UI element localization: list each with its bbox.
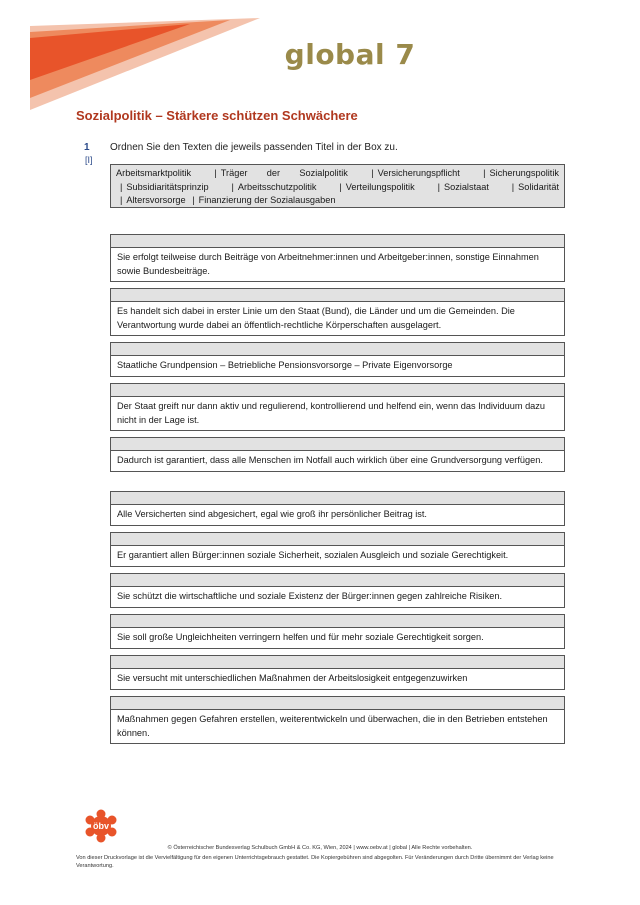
term-separator: | bbox=[437, 181, 440, 192]
footer-note: Von dieser Druckvorlage ist die Vervielfältigung für den eigenen Unterrichtsgebrauch gestattet. Die Kopiergebühren sind abgegolten. Für Veränderungen durch Dritte übernimmt der Verlag keine Verantwortung. bbox=[76, 855, 554, 869]
term-separator: | bbox=[120, 181, 123, 192]
term-item: Träger der Sozialpolitik bbox=[220, 168, 348, 178]
term-separator: | bbox=[231, 181, 234, 192]
page-title: Sozialpolitik – Stärkere schützen Schwächere bbox=[76, 108, 358, 123]
item-text: Dadurch ist garantiert, dass alle Menschen im Notfall auch wirklich über eine Grundversorgung verfügen. bbox=[111, 451, 564, 471]
item-text: Er garantiert allen Bürger:innen soziale Sicherheit, sozialen Ausgleich und soziale Gerechtigkeit. bbox=[111, 546, 564, 566]
title-answer-field[interactable] bbox=[111, 697, 564, 710]
item-text: Sie soll große Ungleichheiten verringern helfen und für mehr soziale Gerechtigkeit sorgen. bbox=[111, 628, 564, 648]
term-separator: | bbox=[192, 195, 195, 205]
term-separator: | bbox=[371, 168, 374, 178]
task-instruction: Ordnen Sie den Texten die jeweils passenden Titel in der Box zu. bbox=[110, 142, 398, 153]
footer-copyright: © Österreichischer Bundesverlag Schulbuch GmbH & Co. KG, Wien, 2024 | www.oebv.at | global | Alle Rechte vorbehalten. bbox=[167, 845, 473, 851]
term-item: Solidarität bbox=[518, 181, 560, 192]
item-text: Der Staat greift nur dann aktiv und regulierend, kontrollierend und helfend ein, wenn das Individuum dazu nicht in der Lage ist. bbox=[111, 397, 564, 430]
assignment-item bbox=[110, 614, 565, 649]
item-text: Sie versucht mit unterschiedlichen Maßnahmen der Arbeitslosigkeit entgegenzuwirken bbox=[111, 669, 564, 689]
publisher-logo-text: öbv bbox=[92, 821, 110, 831]
item-text: Es handelt sich dabei in erster Linie um den Staat (Bund), die Länder und um die Gemeinden. Die Verantwortung wurde dabei an öffentlich-rechtliche Körperschaften ausgelagert. bbox=[111, 302, 564, 335]
assignment-item bbox=[110, 573, 565, 608]
assignment-item bbox=[110, 342, 565, 377]
title-answer-field[interactable] bbox=[111, 615, 564, 628]
term-item: Versicherungspflicht bbox=[377, 168, 460, 178]
assignment-item bbox=[110, 532, 565, 567]
term-item: Subsidiaritätsprinzip bbox=[126, 181, 209, 192]
title-answer-field[interactable] bbox=[111, 656, 564, 669]
assignment-item bbox=[110, 234, 565, 282]
term-separator: | bbox=[214, 168, 217, 178]
brand-title: global 7 bbox=[284, 38, 416, 71]
term-box bbox=[110, 164, 565, 208]
assignment-item bbox=[110, 655, 565, 690]
title-answer-field[interactable] bbox=[111, 235, 564, 248]
assignment-item bbox=[110, 288, 565, 336]
item-text: Maßnahmen gegen Gefahren erstellen, weiterentwickeln und überwachen, die in den Betrieben entstehen können. bbox=[111, 710, 564, 743]
item-text: Staatliche Grundpension – Betriebliche Pensionsvorsorge – Private Eigenvorsorge bbox=[111, 356, 564, 376]
title-answer-field[interactable] bbox=[111, 438, 564, 451]
term-item: Sozialstaat bbox=[443, 181, 489, 192]
assignment-item bbox=[110, 696, 565, 744]
title-answer-field[interactable] bbox=[111, 574, 564, 587]
term-item: Altersvorsorge bbox=[126, 195, 186, 205]
term-item: Sicherungspolitik bbox=[489, 168, 559, 178]
title-answer-field[interactable] bbox=[111, 384, 564, 397]
term-separator: | bbox=[120, 195, 123, 205]
term-item: Arbeitsmarktpolitik bbox=[116, 168, 192, 178]
term-separator: | bbox=[339, 181, 342, 192]
title-answer-field[interactable] bbox=[111, 533, 564, 546]
task-level: [I] bbox=[85, 155, 93, 165]
title-answer-field[interactable] bbox=[111, 492, 564, 505]
term-separator: | bbox=[483, 168, 486, 178]
term-separator: | bbox=[511, 181, 515, 192]
assignment-item bbox=[110, 437, 565, 472]
title-answer-field[interactable] bbox=[111, 343, 564, 356]
assignment-item bbox=[110, 383, 565, 431]
title-answer-field[interactable] bbox=[111, 289, 564, 302]
term-item: Arbeitsschutzpolitik bbox=[237, 181, 317, 192]
item-text: Sie schützt die wirtschaftliche und soziale Existenz der Bürger:innen gegen zahlreiche Risiken. bbox=[111, 587, 564, 607]
publisher-logo bbox=[84, 809, 118, 843]
assignment-item bbox=[110, 491, 565, 526]
term-item: Verteilungspolitik bbox=[345, 181, 415, 192]
task-number: 1 bbox=[84, 142, 90, 153]
term-item: Finanzierung der Sozialausgaben bbox=[198, 195, 336, 205]
item-text: Alle Versicherten sind abgesichert, egal wie groß ihr persönlicher Beitrag ist. bbox=[111, 505, 564, 525]
item-text: Sie erfolgt teilweise durch Beiträge von Arbeitnehmer:innen und Arbeitgeber:innen, sonstige Einnahmen sowie Bundesbeiträge. bbox=[111, 248, 564, 281]
